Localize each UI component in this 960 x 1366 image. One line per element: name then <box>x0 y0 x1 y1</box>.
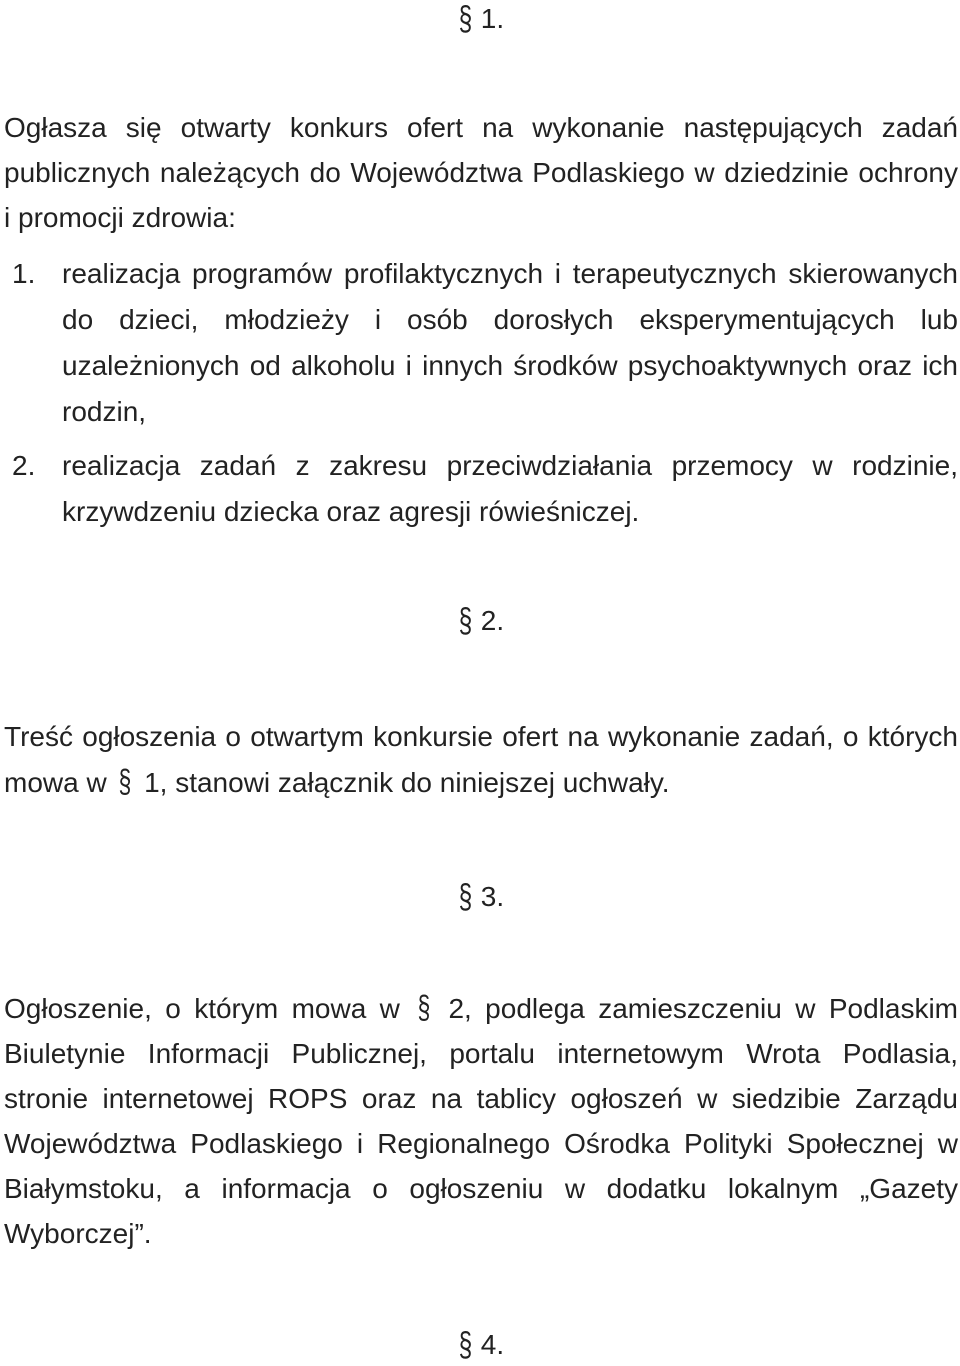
section-sign-icon: § <box>458 1326 473 1364</box>
section-1-intro: Ogłasza się otwarty konkurs ofert na wykonanie następujących zadań publicznych należących do Województwa Podlaskiego w dziedzinie ochrony i promocji zdrowia: <box>4 112 958 233</box>
section-2-text <box>4 714 958 805</box>
section-3-text-after: 2, podlega zamieszczeniu w Podlaskim Biuletynie Informacji Publicznej, portalu internetowym Wrota Podlasia, stronie internetowej ROPS oraz na tablicy ogłoszeń w siedzibie Zarządu Województwa Podlaskiego i Regionalnego Ośrodka Polityki Społecznej w Białymstoku, a informacja o ogłoszeniu w dodatku lokalnym „Gazety Wyborczej”. <box>4 993 958 1249</box>
section-1-list-item-2 <box>4 443 958 535</box>
section-2-text-after: 1, stanowi załącznik do niniejszej uchwały. <box>144 767 670 798</box>
section-4-heading <box>0 1328 960 1362</box>
section-3-text-before: Ogłoszenie, o którym mowa w <box>4 993 400 1024</box>
section-2-text-before: Treść ogłoszenia o otwartym konkursie ofert na wykonanie zadań, o których mowa w <box>4 721 958 798</box>
section-3-heading <box>0 880 960 914</box>
list-item-text: realizacja zadań z zakresu przeciwdziałania przemocy w rodzinie, krzywdzeniu dziecka oraz agresji rówieśniczej. <box>62 450 958 527</box>
section-sign-icon: § <box>458 602 473 640</box>
section-1-list-item-1 <box>4 251 958 435</box>
section-sign-icon: § <box>458 0 473 38</box>
section-1-heading <box>0 2 960 36</box>
section-2-heading <box>0 604 960 638</box>
section-sign-icon: § <box>118 763 132 799</box>
section-4-number: 4. <box>480 1329 505 1360</box>
section-3-number: 3. <box>480 881 505 912</box>
section-3-text <box>4 985 958 1256</box>
list-item-number: 1. <box>12 258 36 289</box>
section-1-number: 1. <box>480 3 505 34</box>
section-sign-icon: § <box>458 878 473 916</box>
section-2-number: 2. <box>480 605 505 636</box>
section-sign-icon: § <box>417 989 431 1025</box>
list-item-text: realizacja programów profilaktycznych i terapeutycznych skierowanych do dzieci, młodzieży i osób dorosłych eksperymentujących lub uzależnionych od alkoholu i innych środków psychoaktywnych oraz ich rodzin, <box>62 258 958 427</box>
list-item-number: 2. <box>12 450 36 481</box>
